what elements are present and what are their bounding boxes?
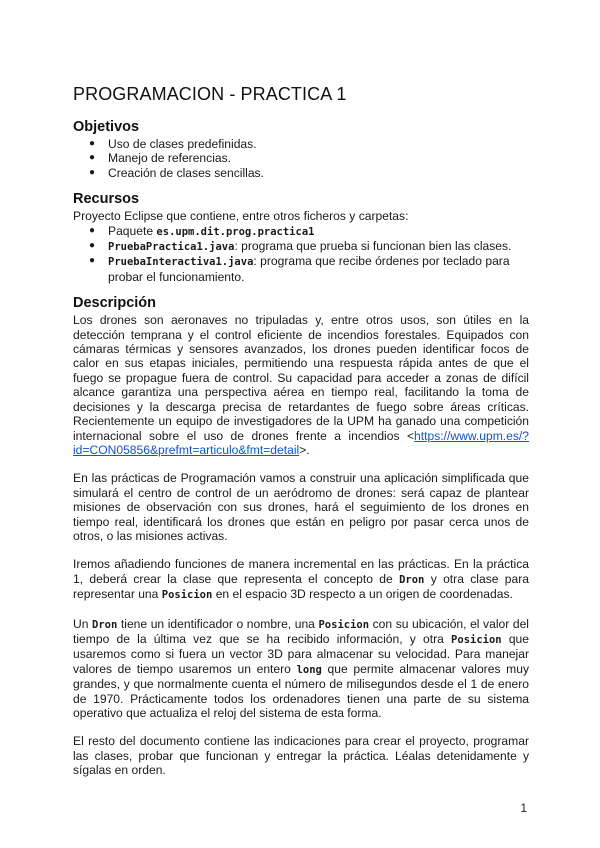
recursos-section [73,191,529,284]
list-item: ● PruebaInteractiva1.java: programa que recibe órdenes por teclado para probar el funcionamiento. [89,254,510,284]
file-name: PruebaPractica1.java [108,241,235,254]
list-item: ● Manejo de referencias. [89,151,232,166]
bullet-icon: ● [89,255,96,267]
descripcion-heading: Descripción [73,295,156,312]
type-name: long [296,663,322,676]
bullet-icon: ● [89,166,96,178]
class-name: Posicion [318,618,370,631]
paragraph: El resto del documento contiene las indicaciones para crear el proyecto, programar las clases, probar que funcionan y entregar la práctica. Léalas detenidamente y sígalas en orden. [73,734,529,778]
recursos-heading: Recursos [73,191,140,208]
document-title: PROGRAMACION - PRACTICA 1 [73,84,347,104]
recursos-intro: Proyecto Eclipse que contiene, entre otros ficheros y carpetas: [73,209,409,224]
list-item: ● Uso de clases predefinidas. [89,137,257,151]
paragraph: En las prácticas de Programación vamos a construir una aplicación simplificada que simulará el centro de control de un aeródromo de drones: será capaz de plantear misiones de observación con sus drones, hará el seguimiento de los drones en tiempo real, identificará los drones que están en peligro por pasar cerca unos de otros, o las misiones activas. [73,471,529,543]
bullet-icon: ● [89,138,96,149]
paragraph: Iremos añadiendo funciones de manera incremental en las prácticas. En la práctica 1, deberá crear la clase que representa el concepto de Dron y otra clase para representar una Posicion en el espacio 3D respecto a un origen de coordenadas. [73,557,529,602]
recursos-list [73,224,529,285]
list-item: ● PruebaPractica1.java: programa que prueba si funcionan bien las clases. [89,239,512,254]
list-item: ● Creación de clases sencillas. [89,165,264,180]
class-name: Dron [399,573,425,586]
objetivos-section [73,119,529,180]
page-number: 1 [520,801,527,815]
bullet-icon: ● [89,240,96,252]
class-name: Dron [92,618,118,631]
objetivos-heading: Objetivos [73,119,140,135]
list-item: ● Paquete es.upm.dit.prog.practica1 [89,223,315,238]
paragraph: Un Dron tiene un identificador o nombre, una Posicion con su ubicación, el valor del tiempo de la última vez que se ha recibido información, y otra Posicion que usaremos como si fuera un vector 3D para almacenar su velocidad. Para manejar valores de tiempo usaremos un entero long que permite almacenar valores muy grandes, y que normalmente cuenta el número de milisegundos desde el 1 de enero de 1970. Prácticamente todos los ordenadores tienen una parte de su sistema operativo que actualiza el reloj del sistema de esta forma. [73,616,529,720]
article-link[interactable]: https://www.upm.es/?id=CON05856&prefmt=articulo&fmt=detail [73,428,529,457]
class-name: Posicion [161,589,213,602]
paragraph: Los drones son aeronaves no tripuladas y, entre otros usos, son útiles en la detección temprana y el control eficiente de incendios forestales. Equipados con cámaras térmicas y sensores avanzados, los drones pueden identificar focos de calor en sus etapas iniciales, permitiendo una respuesta rápida antes de que el fuego se propague fuera de control. Su capacidad para acceder a zonas de difícil alcance garantiza una perspectiva aérea en tiempo real, facilitando la toma de decisiones y la descarga precisa de retardantes de fuego sobre áreas críticas. Recientemente un equipo de investigadores de la UPM ha ganado una competición internacional sobre el uso de drones frente a incendios <https://www.upm.es/?id=CON05856&prefmt=articulo&fmt=detail>. [73,313,529,457]
objetivos-list [73,137,529,180]
descripcion-section [73,295,529,777]
bullet-icon: ● [89,224,96,236]
document-page [73,84,529,789]
file-name: PruebaInteractiva1.java [108,256,254,269]
bullet-icon: ● [89,152,96,164]
package-name: es.upm.dit.prog.practica1 [156,225,315,238]
class-name: Posicion [451,633,502,646]
